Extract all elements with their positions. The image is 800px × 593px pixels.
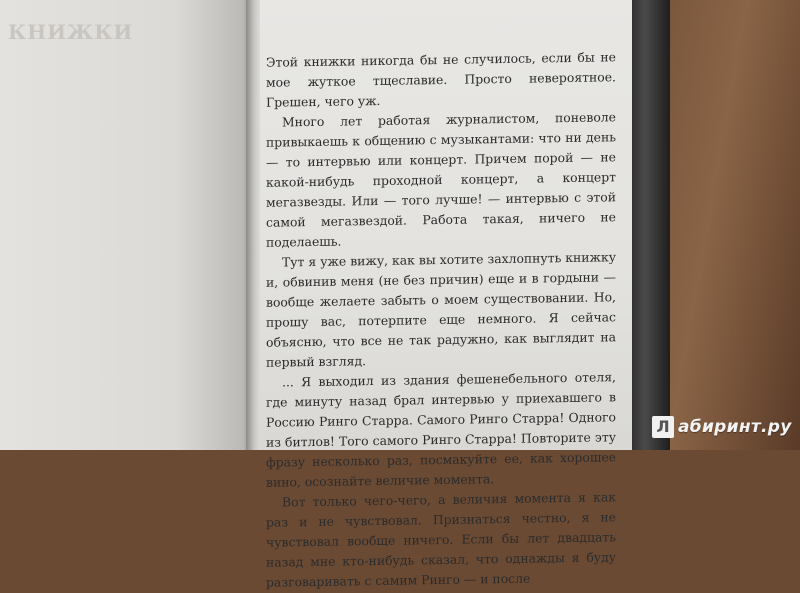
left-page [0, 0, 250, 450]
left-page-ghost-text: КНИЖКИ [8, 20, 134, 44]
book-gutter [246, 0, 260, 450]
watermark-text: абиринт.ру [678, 417, 792, 437]
paragraph-4: ... Я выходил из здания фешенебельного отеля, где минуту назад брал интервью у приехавшего в Россию Ринго Старра. Самого Ринго Старра! Одного из битлов! Того самого Ринго Старра! Повторите эту фразу несколько раз, посмакуйте ее, как хорошее вино, осознайте величие момента. [266, 369, 616, 490]
paragraph-3: Тут я уже вижу, как вы хотите захлопнуть книжку и, обвинив меня (не без причин) еще и в гордыни — вообще желаете забыть о моем существовании. Но, прошу вас, потерпите еще немного. Я сейчас объясню, что все не так радужно, как выглядит на первый взгляд. [266, 249, 616, 370]
labirint-logo-icon: Л [652, 416, 674, 438]
labirint-watermark [652, 414, 792, 440]
page-text [266, 50, 616, 590]
book-edge [628, 0, 670, 450]
paragraph-1: Этой книжки никогда бы не случилось, если бы не мое жуткое тщеславие. Просто невероятное. Грешен, чего уж. [266, 49, 616, 110]
paragraph-2: Много лет работая журналистом, поневоле привыкаешь к общению с музыкантами: что ни день — то интервью или концерт. Причем порой — не какой-нибудь проходной концерт, а концерт мегазвезды. Или — того лучше! — интервью с этой самой мегазвездой. Работа такая, ничего не поделаешь. [266, 109, 616, 250]
paragraph-5: Вот только чего-чего, а величия момента я как раз и не чувствовал. Признаться честно, я не чувствовал вообще ничего. Если бы лет двадцать назад мне кто-нибудь сказал, что однажды я буду разговаривать с самим Ринго — и после [266, 489, 616, 590]
